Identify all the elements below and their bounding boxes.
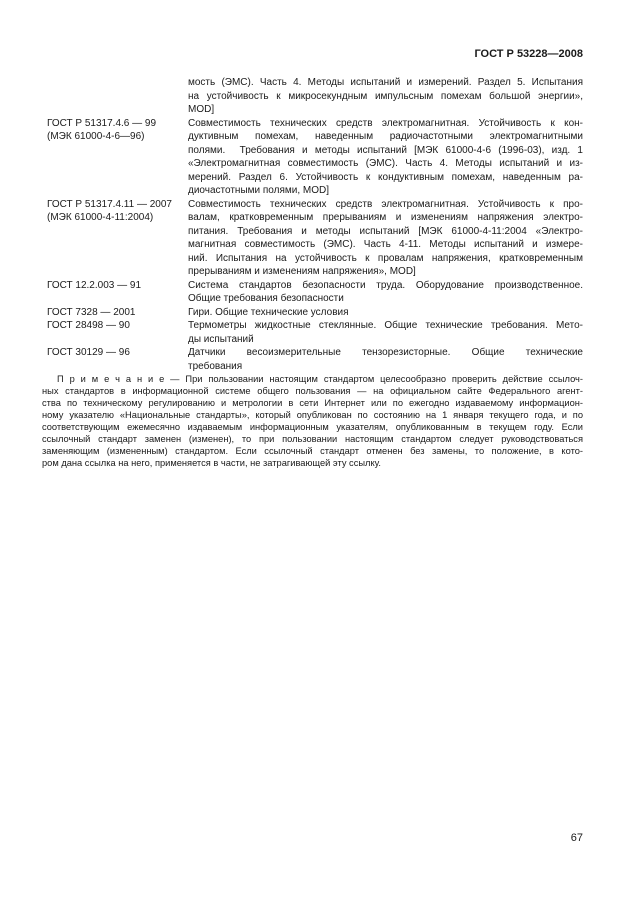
gost-reference — [47, 117, 185, 144]
description-line: мость (ЭМС). Часть 4. Методы испытаний и измерений. Раздел 5. Испытания — [188, 77, 583, 88]
description-line: ний. Испытания на устойчивость к провалам напряжения, кратковременным — [188, 252, 583, 264]
description-line: мерений. Раздел 6. Устойчивость к кондуктивным помехам, наведенным ра- — [188, 171, 583, 183]
description-line: требования — [188, 360, 243, 372]
entry-description — [188, 306, 583, 320]
description-line: прерываниям и изменениям напряжения», MOD] — [188, 266, 416, 277]
reference-entry — [47, 76, 583, 117]
note-line: ром дана ссылка на него, применяется в части, не затрагивающей эту ссылку. — [42, 458, 381, 468]
description-line: валам, кратковременным прерываниям и изменениям напряжения электро- — [188, 212, 583, 223]
gost-reference — [47, 198, 185, 225]
note-line: ному указателю «Национальные стандарты», который опубликован по состоянию на 1 января текущего года, и по — [42, 410, 583, 420]
description-line: магнитная совместимость (ЭМС). Часть 4-11. Методы испытаний и измере- — [188, 239, 583, 250]
note-line: соответствующим ежемесячно издаваемым информационным указателям, опубликованным в текущем году. Если — [42, 422, 583, 432]
gost-number: ГОСТ Р 51317.4.6 — 99 — [47, 117, 157, 129]
gost-reference — [47, 346, 185, 360]
entry-description — [188, 279, 583, 306]
gost-number: ГОСТ 28498 — 90 — [47, 320, 130, 331]
gost-number: ГОСТ 7328 — 2001 — [47, 306, 136, 318]
note-line: заменяющим (измененным) стандартом. Если ссылочный стандарт отменен без замены, то положение, в кото- — [42, 446, 583, 456]
gost-reference — [47, 279, 185, 293]
entry-description — [188, 346, 583, 373]
entry-description — [188, 198, 583, 279]
entry-description — [188, 319, 583, 346]
description-line: на устойчивость к микросекундным импульсным помехам большой энергии», — [188, 90, 583, 102]
reference-entry — [47, 198, 583, 279]
entry-description — [188, 76, 583, 117]
description-line: Датчики весоизмерительные тензорезисторные. Общие технические — [188, 347, 583, 358]
note-paragraph — [42, 373, 583, 469]
description-line: дуктивным помехам, наведенным радиочастотными электромагнитными — [188, 131, 583, 142]
description-line: полями. Требования и методы испытаний [МЭК 61000-4-6 (1996-03), изд. 1 — [188, 144, 583, 156]
gost-number: ГОСТ 12.2.003 — 91 — [47, 279, 142, 291]
entry-description — [188, 117, 583, 198]
reference-entry — [47, 306, 583, 320]
description-line: MOD] — [188, 104, 215, 115]
note-line: ства по техническому регулированию и метрологии в сети Интернет или по ежегодно издаваемому информацион- — [42, 398, 583, 408]
reference-entry — [47, 319, 583, 346]
reference-entry — [47, 117, 583, 198]
gost-number: ГОСТ Р 51317.4.11 — 2007 — [47, 198, 172, 210]
description-line: питания. Требования и методы испытаний [МЭК 61000-4-11:2004 «Электро- — [188, 225, 583, 237]
page-header: ГОСТ Р 53228—2008 — [474, 48, 583, 60]
note-line: ных стандартов в информационной системе общего пользования — на официальном сайте Федерального агент- — [42, 386, 583, 396]
description-line: Гири. Общие технические условия — [188, 306, 349, 318]
page-number: 67 — [570, 832, 583, 844]
description-line: ды испытаний — [188, 333, 254, 345]
description-line: «Электромагнитная совместимость (ЭМС). Часть 4. Методы испытаний и из- — [188, 158, 583, 169]
description-line: диочастотными полями, MOD] — [188, 185, 330, 196]
description-line: Совместимость технических средств электромагнитная. Устойчивость к кон- — [188, 117, 583, 129]
description-line: Совместимость технических средств электромагнитная. Устойчивость к про- — [188, 198, 583, 210]
note-line: ссылочный стандарт заменен (изменен), то при пользовании настоящим стандартом следует руководствоваться — [42, 434, 583, 444]
gost-reference — [47, 306, 185, 320]
gost-reference — [47, 319, 185, 333]
reference-entry — [47, 279, 583, 306]
note-line: П р и м е ч а н и е — При пользовании настоящим стандартом целесообразно проверить действие ссылоч- — [57, 374, 583, 384]
reference-entry — [47, 346, 583, 373]
gost-number: ГОСТ 30129 — 96 — [47, 347, 130, 358]
iec-number: (МЭК 61000-4-11:2004) — [47, 212, 154, 223]
description-line: Общие требования безопасности — [188, 293, 344, 304]
description-line: Термометры жидкостные стеклянные. Общие технические требования. Мето- — [188, 320, 583, 331]
iec-number: (МЭК 61000-4-6—96) — [47, 131, 145, 142]
normative-references-list — [47, 76, 583, 373]
description-line: Система стандартов безопасности труда. Оборудование производственное. — [188, 279, 583, 291]
